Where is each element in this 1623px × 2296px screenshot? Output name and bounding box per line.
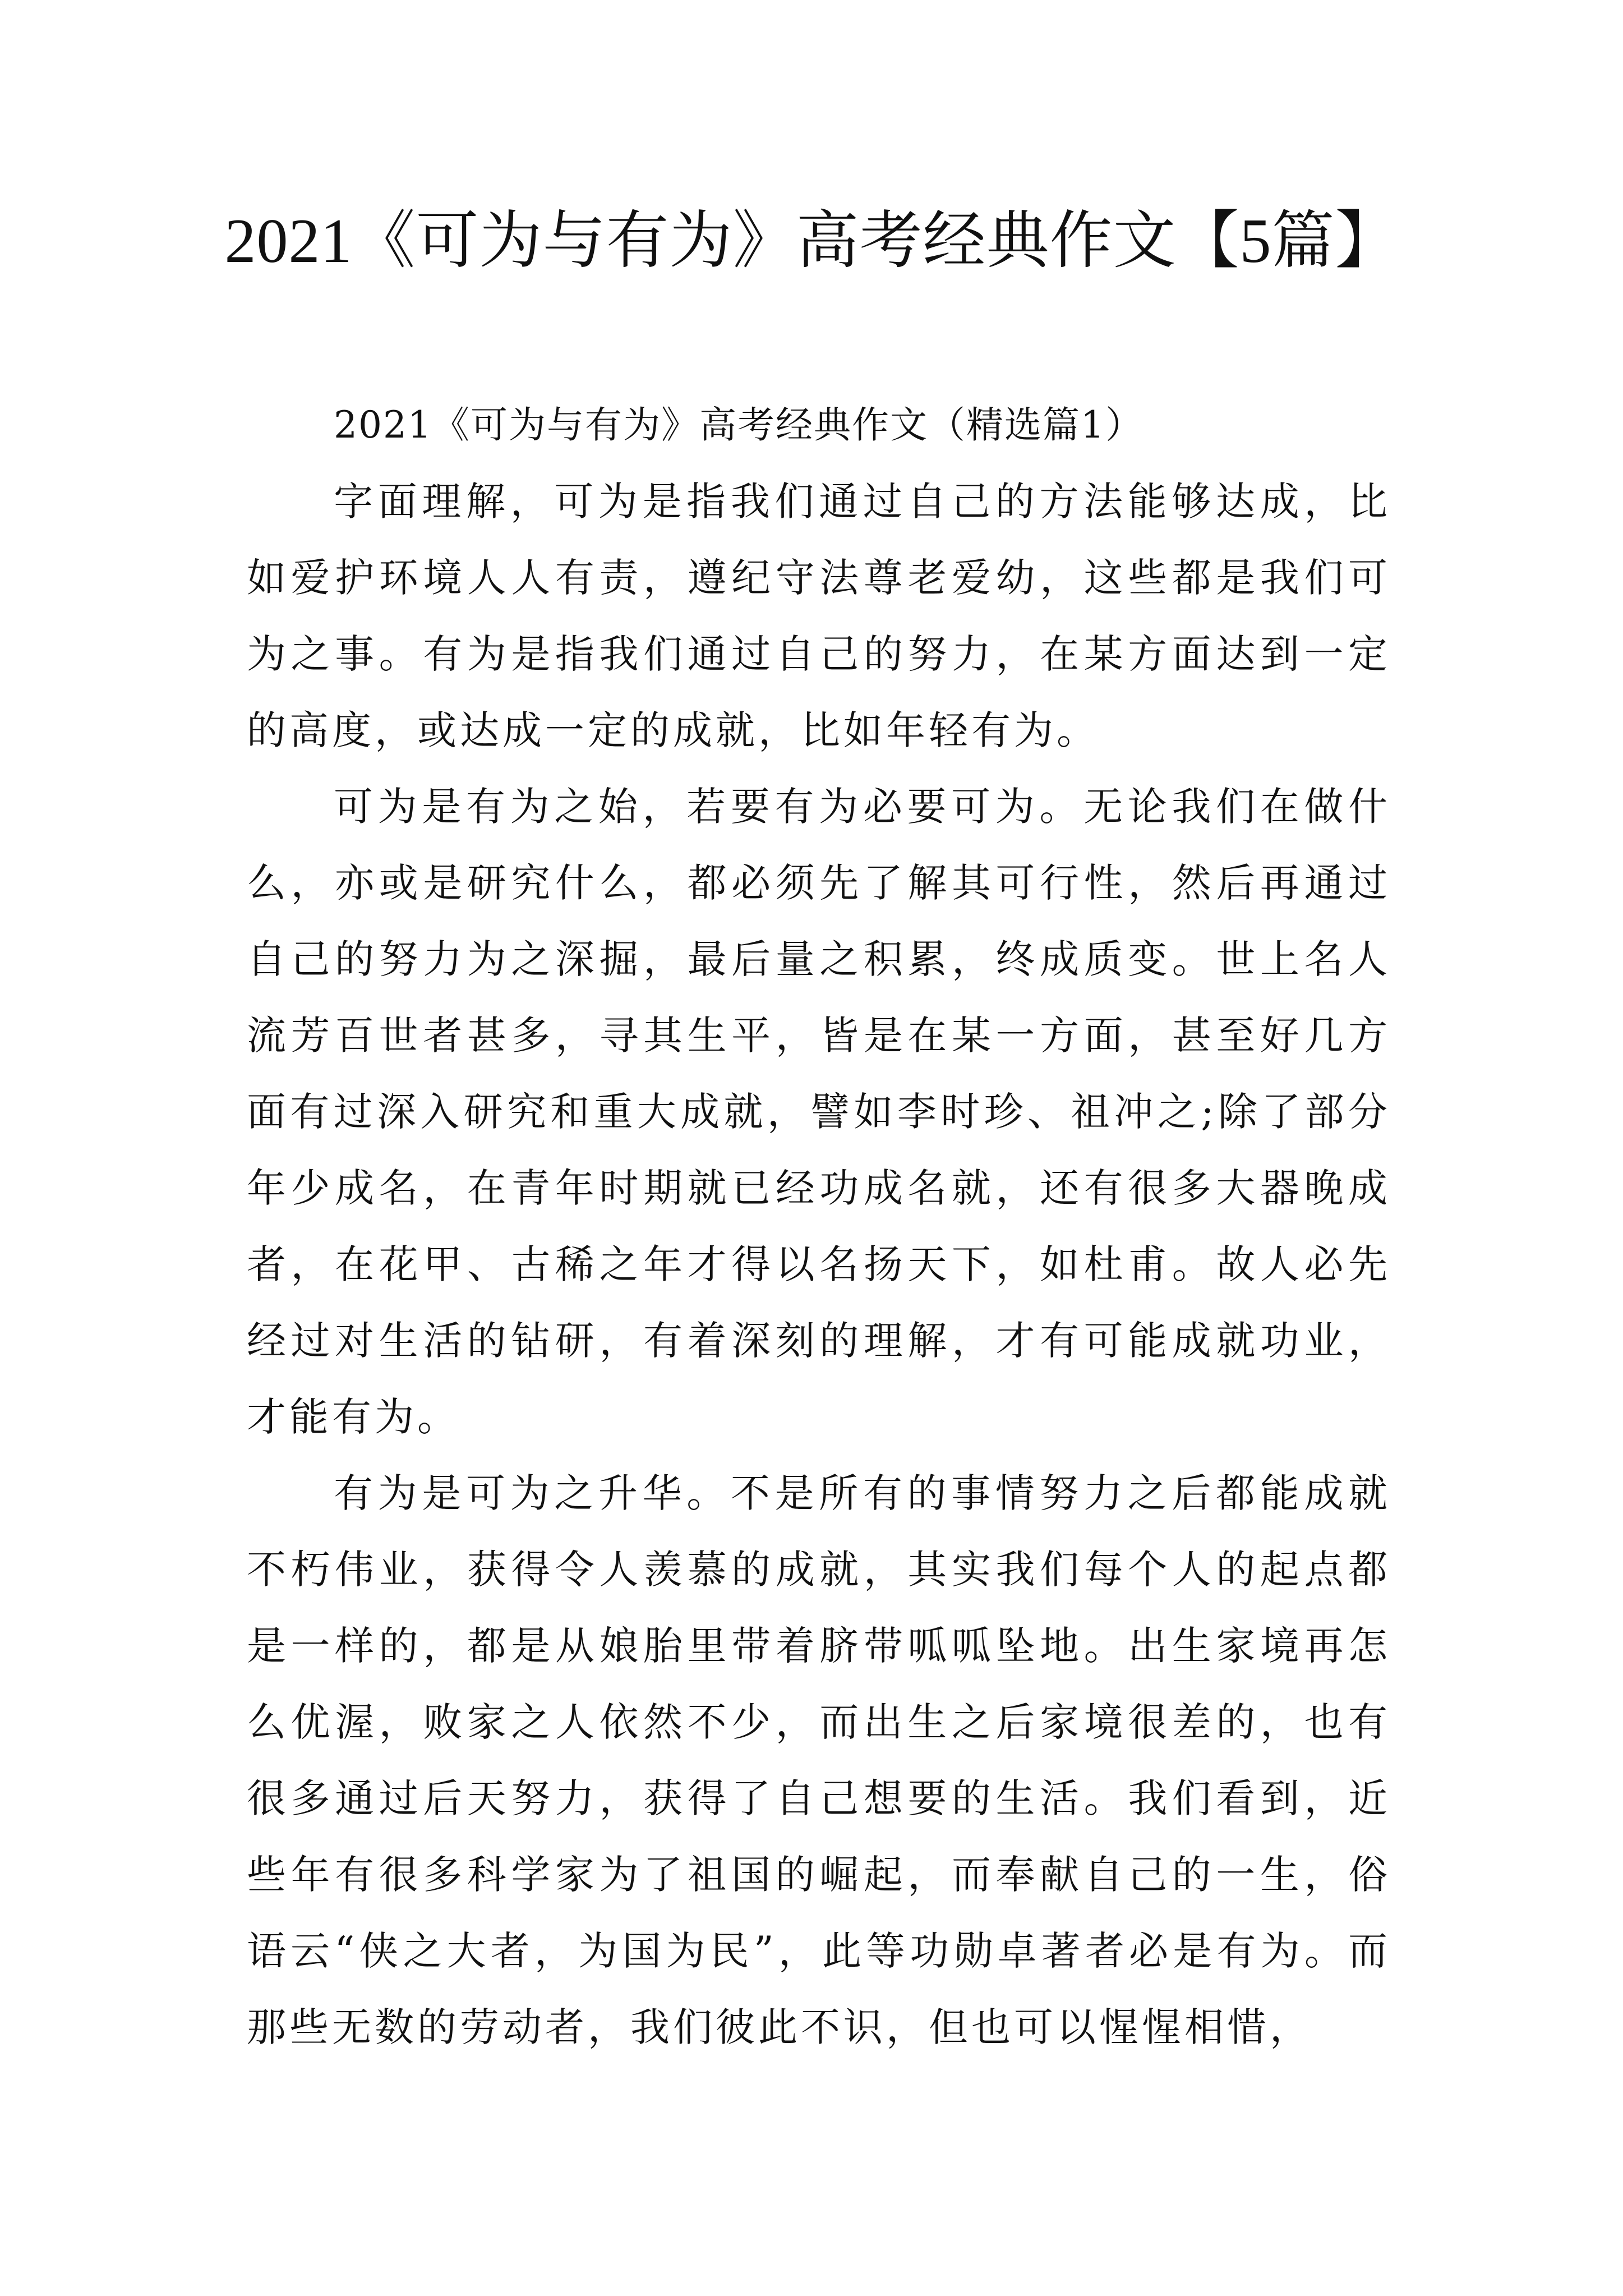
paragraph-2: 可为是有为之始，若要有为必要可为。无论我们在做什么，亦或是研究什么，都必须先了解其可行性，然后再通过自己的努力为之深掘，最后量之积累，终成质变。世上名人流芳百世者甚多，寻其生平，皆是在某一方面，甚至好几方面有过深入研究和重大成就，譬如李时珍、祖冲之;除了部分年少成名，在青年时期就已经功成名就，还有很多大器晚成者，在花甲、古稀之年才得以名扬天下，如杜甫。故人必先经过对生活的钻研，有着深刻的理解，才有可能成就功业，才能有为。 — [247, 784, 1391, 1440]
document-title: 2021《可为与有为》高考经典作文【5篇】 — [224, 206, 1399, 276]
paragraph-1: 字面理解，可为是指我们通过自己的方法能够达成，比如爱护环境人人有责，遵纪守法尊老爱幼，这些都是我们可为之事。有为是指我们通过自己的努力，在某方面达到一定的高度，或达成一定的成就，比如年轻有为。 — [247, 478, 1391, 753]
paragraph-3: 有为是可为之升华。不是所有的事情努力之后都能成就不朽伟业，获得令人羡慕的成就，其实我们每个人的起点都是一样的，都是从娘胎里带着脐带呱呱坠地。出生家境再怎么优渥，败家之人依然不少，而出生之后家境很差的，也有很多通过后天努力，获得了自己想要的生活。我们看到，近些年有很多科学家为了祖国的崛起，而奉献自己的一生，俗语云“侠之大者，为国为民”，此等功勋卓著者必是有为。而那些无数的劳动者，我们彼此不识，但也可以惺惺相惜， — [247, 1470, 1391, 2050]
document-body — [247, 387, 1391, 2065]
section-heading: 2021《可为与有为》高考经典作文（精选篇1） — [334, 403, 1144, 447]
